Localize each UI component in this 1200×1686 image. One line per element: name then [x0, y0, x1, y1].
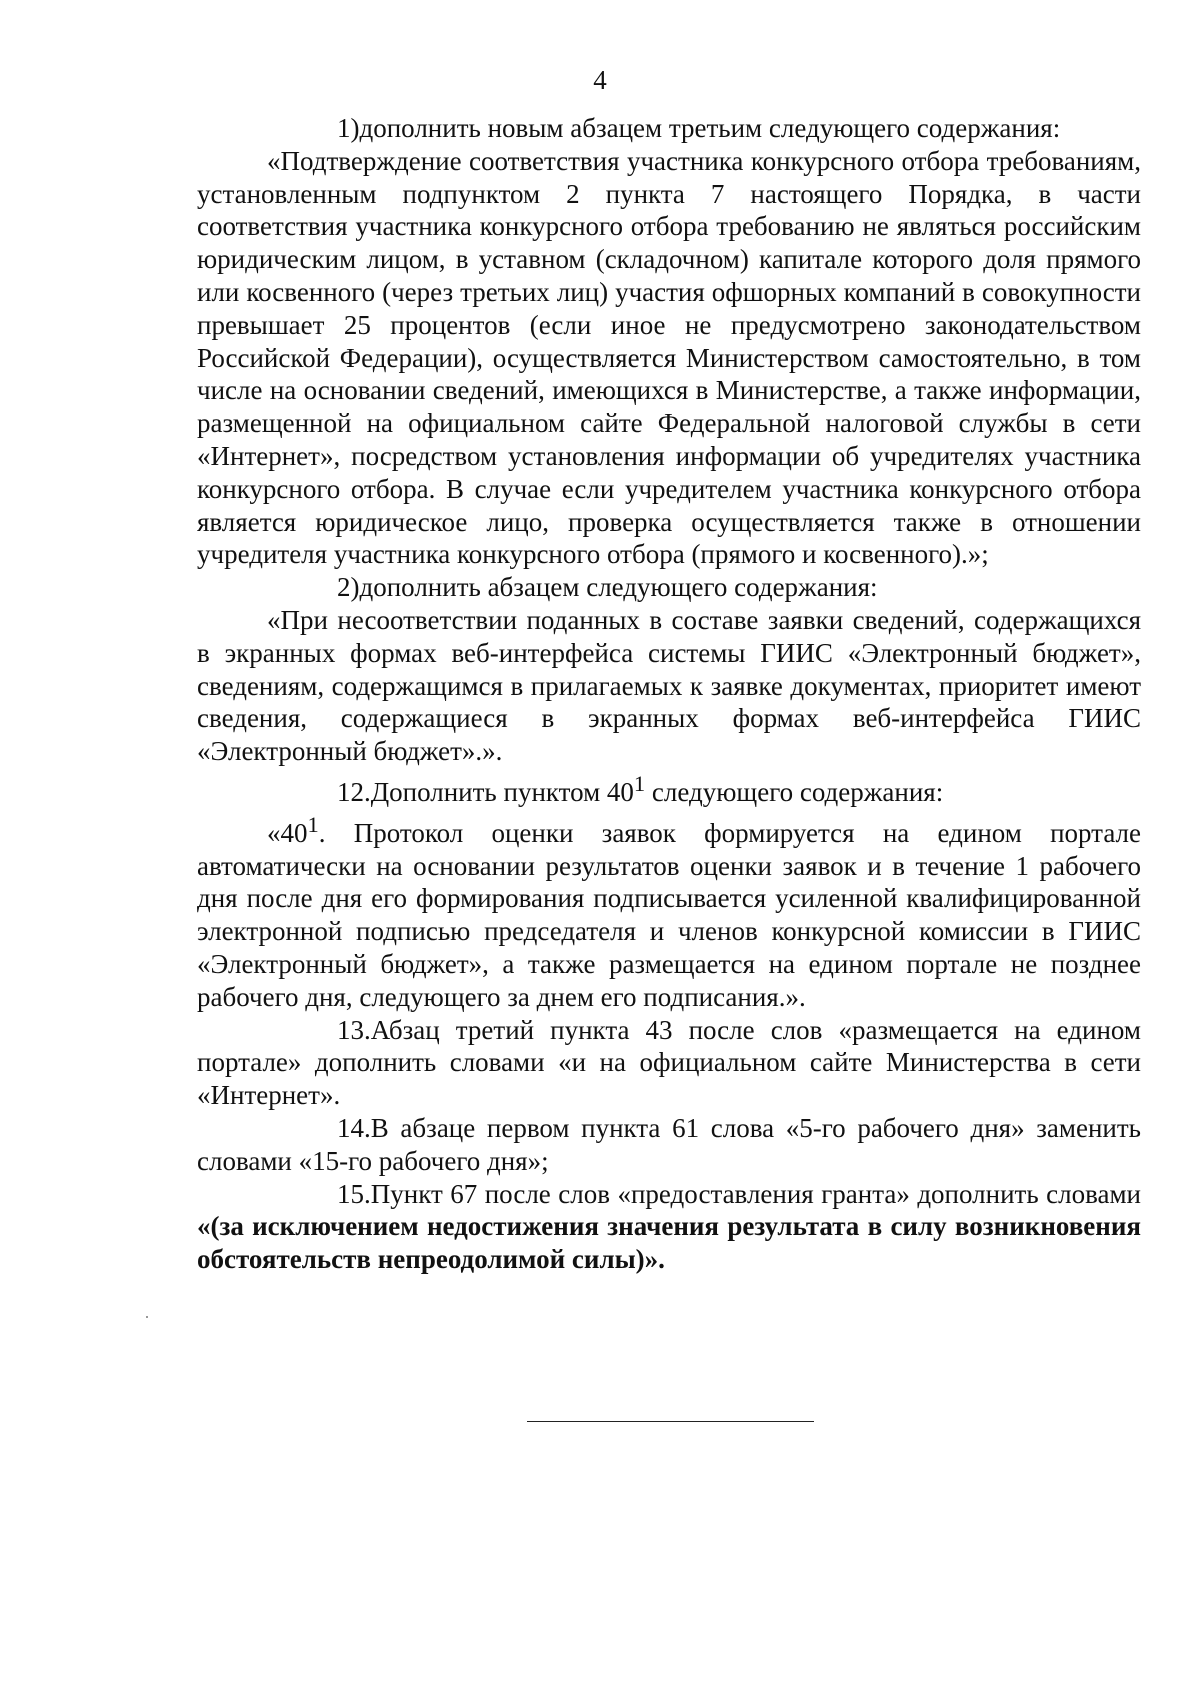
item-text: В абзаце первом пункта 61 слова «5-го рабочего дня» заменить словами «15-го рабочего дня»; — [197, 1112, 1141, 1176]
amendment-item-12 — [197, 768, 1141, 809]
amendment-item-2 — [197, 571, 1141, 604]
end-separator-line — [527, 1421, 814, 1422]
quote-text: «Подтверждение соответствия участника конкурсного отбора требованиям, установленным подпунктом 2 пункта 7 настоящего Порядка, в части соответствия участника конкурсного отбора требованию не являться российским юридическим лицом, в уставном (складочном) капитале которого доля прямого или косвенного (через третьих лиц) участия офшорных компаний в совокупности превышает 25 процентов (если иное не предусмотрено законодательством Российской Федерации), осуществляется Министерством самостоятельно, в том числе на основании сведений, имеющихся в Министерстве, а также информации, размещенной на официальном сайте Федеральной налоговой службы в сети «Интернет», посредством установления информации об учредителях участника конкурсного отбора. В случае если учредителем участника конкурсного отбора является юридическое лицо, проверка осуществляется также в отношении учредителя участника конкурсного отбора (прямого и косвенного).»; — [197, 145, 1141, 570]
quote-text-after: . Протокол оценки заявок формируется на едином портале автоматически на основании результатов оценки заявок и в течение 1 рабочего дня после дня его формирования подписывается усиленной квалифицированной электронной подписью председателя и членов конкурсной комиссии в ГИИС «Электронный бюджет», а также размещается на едином портале не позднее рабочего дня, следующего за днем его подписания.». — [197, 817, 1141, 1012]
quote-text: «При несоответствии поданных в составе заявки сведений, содержащихся в экранных формах веб-интерфейса системы ГИИС «Электронный бюджет», сведениям, содержащимся в прилагаемых к заявке документах, приоритет имеют сведения, содержащиеся в экранных формах веб-интерфейса ГИИС «Электронный бюджет».». — [197, 604, 1141, 767]
amendment-item-1 — [197, 112, 1141, 145]
item-number: 2) — [337, 572, 360, 603]
item-text-bold: «(за исключением недостижения значения результата в силу возникновения обстоятельств непреодолимой силы)». — [197, 1211, 1141, 1275]
item-text-after: следующего содержания: — [645, 776, 944, 807]
page-number: 4 — [593, 65, 607, 95]
superscript: 1 — [633, 770, 646, 796]
item-text: дополнить абзацем следующего содержания: — [359, 572, 878, 603]
item-text-before: Пункт 67 после слов «предоставления гранта» дополнить словами — [370, 1178, 1141, 1209]
amendment-item-14 — [197, 1112, 1141, 1178]
item-number: 15. — [337, 1178, 371, 1209]
item-number: 1) — [337, 113, 360, 143]
item-text: дополнить новым абзацем третьим следующего содержания: — [359, 113, 1061, 143]
document-body — [197, 112, 1141, 1276]
item-number: 12. — [337, 776, 371, 807]
scan-speck — [146, 1316, 148, 1318]
amendment-item-13 — [197, 1014, 1141, 1112]
item-text-before: Дополнить пунктом 40 — [370, 776, 634, 807]
item-text: Абзац третий пункта 43 после слов «размещается на едином портале» дополнить словами «и на официальном сайте Министерства в сети «Интернет». — [197, 1014, 1141, 1111]
item-number: 13. — [337, 1014, 371, 1045]
amendment-item-15 — [197, 1178, 1141, 1276]
quoted-paragraph-2 — [197, 604, 1141, 768]
quote-text-before: «40 — [267, 817, 308, 848]
superscript: 1 — [307, 811, 319, 837]
item-number: 14. — [337, 1112, 371, 1143]
quoted-paragraph-40-1 — [197, 809, 1141, 1014]
quoted-paragraph-1 — [197, 145, 1141, 571]
